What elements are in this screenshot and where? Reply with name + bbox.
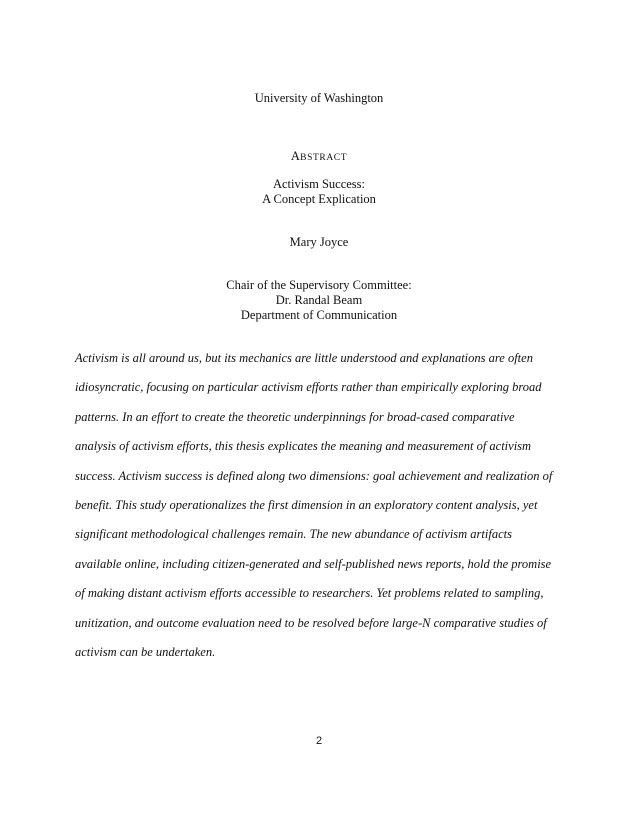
abstract-line: significant methodological challenges remain. The new abundance of activism artifacts: [75, 527, 512, 542]
abstract-line: analysis of activism efforts, this thesis explicates the meaning and measurement of activism: [75, 439, 532, 454]
university-name: University of Washington: [254, 91, 384, 105]
abstract-line: activism can be undertaken.: [75, 645, 216, 660]
abstract-body: [75, 344, 570, 667]
committee-chair-label: Chair of the Supervisory Committee:: [226, 278, 412, 292]
thesis-title-line1: Activism Success:: [272, 177, 365, 191]
abstract-line: patterns. In an effort to create the theoretic underpinnings for broad-cased comparative: [75, 409, 515, 424]
abstract-line: of making distant activism efforts accessible to researchers. Yet problems related to sampling,: [75, 586, 544, 601]
abstract-line: available online, including citizen-generated and self-published news reports, hold the promise: [75, 556, 552, 571]
abstract-line: idiosyncratic, focusing on particular activism efforts rather than empirically exploring broad: [75, 380, 542, 395]
author-name: Mary Joyce: [289, 235, 349, 249]
abstract-line: unitization, and outcome evaluation need to be resolved before large-N comparative studies of: [75, 615, 547, 630]
page-number: 2: [315, 735, 323, 747]
abstract-heading: [0, 149, 638, 166]
abstract-heading-rest: BSTRACT: [300, 153, 348, 163]
abstract-line: success. Activism success is defined along two dimensions: goal achievement and realization of: [75, 468, 553, 483]
abstract-line: Activism is all around us, but its mechanics are little understood and explanations are often: [75, 351, 533, 365]
department-name: Department of Communication: [240, 308, 398, 322]
committee-chair-name: Dr. Randal Beam: [275, 293, 363, 307]
thesis-title-line2: A Concept Explication: [262, 192, 376, 206]
abstract-line: benefit. This study operationalizes the first dimension in an exploratory content analysis, yet: [75, 498, 538, 513]
abstract-heading-initial: A: [290, 149, 301, 163]
